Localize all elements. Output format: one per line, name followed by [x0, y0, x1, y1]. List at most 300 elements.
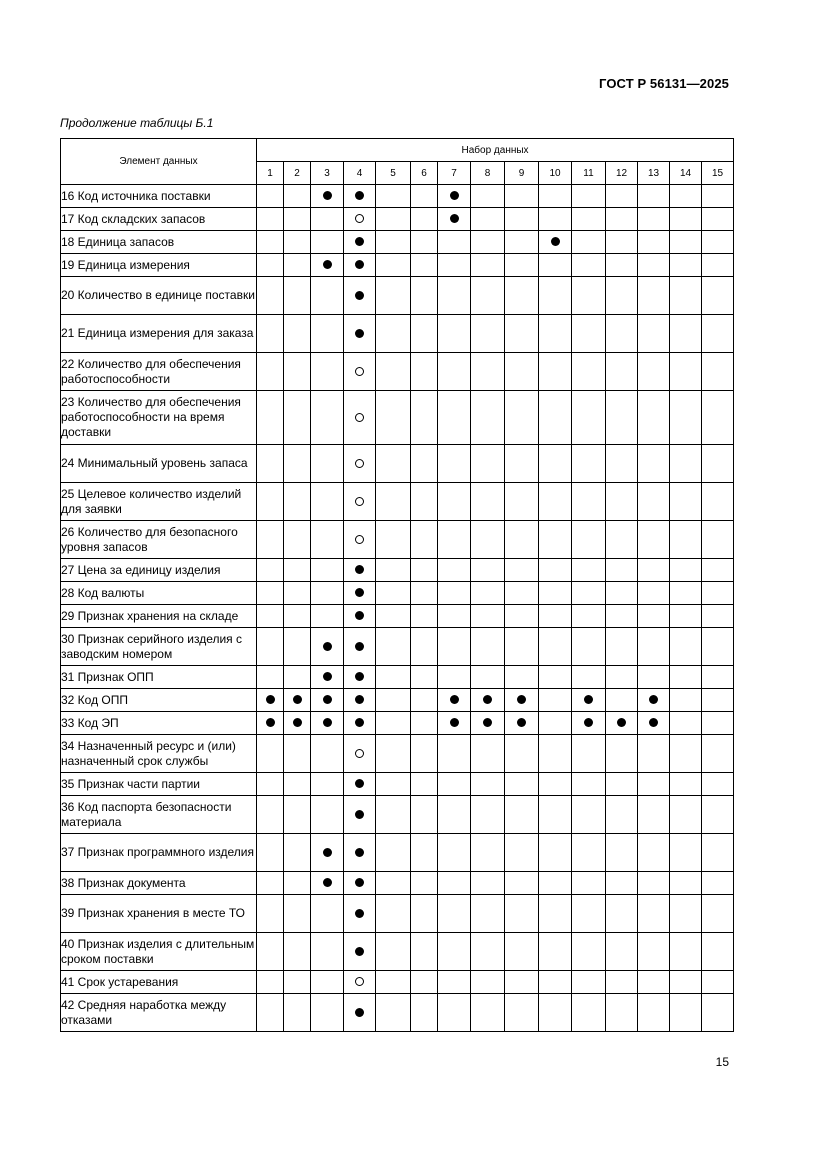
mark-cell: [311, 773, 344, 796]
mark-cell: [284, 483, 311, 521]
mark-cell: [471, 582, 505, 605]
element-label: 30 Признак серийного изделия с заводским номером: [61, 628, 257, 666]
mark-cell: [411, 582, 438, 605]
mark-cell: [376, 872, 411, 895]
element-label: 33 Код ЭП: [61, 712, 257, 735]
mark-cell: [411, 185, 438, 208]
mark-cell: [438, 445, 471, 483]
mark-cell: [257, 254, 284, 277]
filled-circle-icon: [483, 718, 492, 727]
mark-cell: [572, 277, 606, 315]
mark-cell: [284, 582, 311, 605]
mark-cell: [344, 971, 376, 994]
mark-cell: [284, 559, 311, 582]
table-row: [61, 185, 734, 208]
table-row: [61, 582, 734, 605]
mark-cell: [702, 933, 734, 971]
mark-cell: [257, 666, 284, 689]
mark-cell: [257, 773, 284, 796]
mark-cell: [702, 483, 734, 521]
element-label: 41 Срок устаревания: [61, 971, 257, 994]
mark-cell: [344, 231, 376, 254]
mark-cell: [284, 933, 311, 971]
mark-cell: [638, 254, 670, 277]
filled-circle-icon: [355, 779, 364, 788]
mark-cell: [376, 208, 411, 231]
mark-cell: [638, 994, 670, 1032]
mark-cell: [284, 254, 311, 277]
mark-cell: [411, 712, 438, 735]
mark-cell: [572, 933, 606, 971]
mark-cell: [670, 208, 702, 231]
mark-cell: [505, 521, 539, 559]
mark-cell: [670, 605, 702, 628]
mark-cell: [257, 353, 284, 391]
mark-cell: [344, 277, 376, 315]
mark-cell: [505, 773, 539, 796]
mark-cell: [284, 689, 311, 712]
mark-cell: [471, 872, 505, 895]
filled-circle-icon: [355, 611, 364, 620]
mark-cell: [376, 582, 411, 605]
table-row: [61, 445, 734, 483]
mark-cell: [438, 315, 471, 353]
mark-cell: [572, 483, 606, 521]
mark-cell: [257, 872, 284, 895]
mark-cell: [471, 208, 505, 231]
mark-cell: [311, 735, 344, 773]
data-set-number: 6: [411, 162, 438, 185]
data-set-number: 11: [572, 162, 606, 185]
mark-cell: [311, 834, 344, 872]
mark-cell: [257, 208, 284, 231]
mark-cell: [344, 689, 376, 712]
mark-cell: [284, 277, 311, 315]
table-row: [61, 277, 734, 315]
filled-circle-icon: [450, 718, 459, 727]
mark-cell: [539, 208, 572, 231]
mark-cell: [606, 895, 638, 933]
mark-cell: [572, 315, 606, 353]
table-caption: Продолжение таблицы Б.1: [60, 116, 214, 130]
mark-cell: [344, 712, 376, 735]
mark-cell: [606, 559, 638, 582]
mark-cell: [376, 277, 411, 315]
mark-cell: [670, 689, 702, 712]
mark-cell: [606, 773, 638, 796]
element-label: 27 Цена за единицу изделия: [61, 559, 257, 582]
element-label: 19 Единица измерения: [61, 254, 257, 277]
mark-cell: [539, 391, 572, 445]
mark-cell: [572, 231, 606, 254]
mark-cell: [638, 628, 670, 666]
mark-cell: [311, 712, 344, 735]
mark-cell: [539, 689, 572, 712]
mark-cell: [702, 994, 734, 1032]
element-label: 37 Признак программного изделия: [61, 834, 257, 872]
mark-cell: [471, 521, 505, 559]
mark-cell: [311, 521, 344, 559]
element-label: 28 Код валюты: [61, 582, 257, 605]
mark-cell: [438, 689, 471, 712]
mark-cell: [505, 582, 539, 605]
mark-cell: [438, 712, 471, 735]
mark-cell: [376, 605, 411, 628]
mark-cell: [505, 834, 539, 872]
mark-cell: [572, 712, 606, 735]
mark-cell: [606, 735, 638, 773]
mark-cell: [284, 231, 311, 254]
mark-cell: [411, 483, 438, 521]
mark-cell: [670, 582, 702, 605]
mark-cell: [670, 315, 702, 353]
mark-cell: [344, 521, 376, 559]
mark-cell: [257, 582, 284, 605]
mark-cell: [606, 796, 638, 834]
document-code: ГОСТ Р 56131—2025: [599, 76, 729, 91]
mark-cell: [344, 605, 376, 628]
filled-circle-icon: [355, 260, 364, 269]
mark-cell: [376, 735, 411, 773]
mark-cell: [539, 353, 572, 391]
filled-circle-icon: [355, 191, 364, 200]
filled-circle-icon: [355, 810, 364, 819]
filled-circle-icon: [323, 878, 332, 887]
filled-circle-icon: [355, 291, 364, 300]
data-sets-header: Набор данных: [257, 139, 734, 162]
mark-cell: [438, 521, 471, 559]
mark-cell: [438, 735, 471, 773]
mark-cell: [539, 315, 572, 353]
mark-cell: [505, 689, 539, 712]
mark-cell: [539, 559, 572, 582]
mark-cell: [606, 628, 638, 666]
element-label: 40 Признак изделия с длительным сроком поставки: [61, 933, 257, 971]
mark-cell: [471, 231, 505, 254]
mark-cell: [438, 834, 471, 872]
mark-cell: [505, 605, 539, 628]
mark-cell: [606, 315, 638, 353]
mark-cell: [539, 445, 572, 483]
element-label: 42 Средняя наработка между отказами: [61, 994, 257, 1032]
empty-circle-icon: [355, 535, 364, 544]
filled-circle-icon: [266, 718, 275, 727]
mark-cell: [670, 254, 702, 277]
table-row: [61, 994, 734, 1032]
mark-cell: [539, 994, 572, 1032]
element-label: 17 Код складских запасов: [61, 208, 257, 231]
mark-cell: [376, 559, 411, 582]
mark-cell: [670, 185, 702, 208]
mark-cell: [471, 994, 505, 1032]
mark-cell: [505, 231, 539, 254]
mark-cell: [505, 628, 539, 666]
mark-cell: [606, 582, 638, 605]
mark-cell: [505, 971, 539, 994]
element-label: 35 Признак части партии: [61, 773, 257, 796]
mark-cell: [438, 559, 471, 582]
element-label: 21 Единица измерения для заказа: [61, 315, 257, 353]
filled-circle-icon: [584, 695, 593, 704]
mark-cell: [539, 277, 572, 315]
mark-cell: [539, 185, 572, 208]
mark-cell: [411, 735, 438, 773]
mark-cell: [344, 445, 376, 483]
mark-cell: [606, 254, 638, 277]
mark-cell: [505, 796, 539, 834]
mark-cell: [702, 231, 734, 254]
mark-cell: [284, 185, 311, 208]
mark-cell: [284, 521, 311, 559]
mark-cell: [505, 666, 539, 689]
mark-cell: [311, 254, 344, 277]
mark-cell: [702, 796, 734, 834]
mark-cell: [411, 208, 438, 231]
mark-cell: [376, 895, 411, 933]
mark-cell: [344, 483, 376, 521]
mark-cell: [284, 666, 311, 689]
mark-cell: [344, 628, 376, 666]
mark-cell: [344, 994, 376, 1032]
mark-cell: [257, 605, 284, 628]
mark-cell: [311, 208, 344, 231]
mark-cell: [376, 353, 411, 391]
mark-cell: [670, 391, 702, 445]
mark-cell: [471, 796, 505, 834]
mark-cell: [505, 254, 539, 277]
mark-cell: [505, 933, 539, 971]
mark-cell: [702, 712, 734, 735]
mark-cell: [572, 208, 606, 231]
mark-cell: [670, 483, 702, 521]
element-label: 22 Количество для обеспечения работоспособности: [61, 353, 257, 391]
mark-cell: [284, 353, 311, 391]
mark-cell: [376, 185, 411, 208]
mark-cell: [311, 445, 344, 483]
mark-cell: [411, 773, 438, 796]
filled-circle-icon: [355, 848, 364, 857]
filled-circle-icon: [323, 848, 332, 857]
filled-circle-icon: [355, 565, 364, 574]
mark-cell: [638, 605, 670, 628]
mark-cell: [471, 185, 505, 208]
mark-cell: [311, 666, 344, 689]
mark-cell: [344, 796, 376, 834]
mark-cell: [257, 933, 284, 971]
mark-cell: [539, 933, 572, 971]
mark-cell: [572, 994, 606, 1032]
filled-circle-icon: [450, 214, 459, 223]
mark-cell: [505, 185, 539, 208]
mark-cell: [702, 353, 734, 391]
mark-cell: [344, 933, 376, 971]
mark-cell: [311, 872, 344, 895]
mark-cell: [702, 628, 734, 666]
mark-cell: [471, 834, 505, 872]
mark-cell: [505, 872, 539, 895]
mark-cell: [411, 521, 438, 559]
filled-circle-icon: [483, 695, 492, 704]
mark-cell: [505, 277, 539, 315]
mark-cell: [572, 895, 606, 933]
mark-cell: [438, 185, 471, 208]
mark-cell: [572, 353, 606, 391]
table-row: [61, 933, 734, 971]
mark-cell: [284, 315, 311, 353]
mark-cell: [505, 445, 539, 483]
mark-cell: [670, 735, 702, 773]
mark-cell: [670, 872, 702, 895]
table-row: [61, 353, 734, 391]
filled-circle-icon: [649, 718, 658, 727]
table-row: [61, 628, 734, 666]
filled-circle-icon: [551, 237, 560, 246]
mark-cell: [376, 994, 411, 1032]
element-label: 32 Код ОПП: [61, 689, 257, 712]
mark-cell: [376, 796, 411, 834]
filled-circle-icon: [323, 260, 332, 269]
mark-cell: [638, 712, 670, 735]
mark-cell: [311, 971, 344, 994]
element-label: 29 Признак хранения на складе: [61, 605, 257, 628]
mark-cell: [257, 628, 284, 666]
mark-cell: [471, 689, 505, 712]
mark-cell: [572, 735, 606, 773]
mark-cell: [257, 834, 284, 872]
mark-cell: [284, 971, 311, 994]
mark-cell: [670, 712, 702, 735]
mark-cell: [606, 353, 638, 391]
mark-cell: [606, 872, 638, 895]
mark-cell: [376, 689, 411, 712]
mark-cell: [572, 834, 606, 872]
mark-cell: [702, 773, 734, 796]
mark-cell: [344, 582, 376, 605]
mark-cell: [257, 971, 284, 994]
table-row: [61, 521, 734, 559]
mark-cell: [411, 994, 438, 1032]
table-row: [61, 666, 734, 689]
mark-cell: [702, 582, 734, 605]
filled-circle-icon: [355, 695, 364, 704]
mark-cell: [702, 254, 734, 277]
mark-cell: [311, 933, 344, 971]
table-row: [61, 689, 734, 712]
mark-cell: [471, 391, 505, 445]
mark-cell: [257, 796, 284, 834]
mark-cell: [376, 666, 411, 689]
mark-cell: [471, 933, 505, 971]
element-label: 18 Единица запасов: [61, 231, 257, 254]
mark-cell: [670, 559, 702, 582]
filled-circle-icon: [323, 672, 332, 681]
filled-circle-icon: [355, 588, 364, 597]
mark-cell: [376, 391, 411, 445]
mark-cell: [606, 834, 638, 872]
filled-circle-icon: [323, 191, 332, 200]
mark-cell: [284, 735, 311, 773]
data-set-number: 5: [376, 162, 411, 185]
mark-cell: [606, 666, 638, 689]
filled-circle-icon: [617, 718, 626, 727]
mark-cell: [344, 834, 376, 872]
mark-cell: [539, 605, 572, 628]
mark-cell: [376, 231, 411, 254]
mark-cell: [471, 735, 505, 773]
element-label: 26 Количество для безопасного уровня запасов: [61, 521, 257, 559]
mark-cell: [606, 971, 638, 994]
mark-cell: [505, 712, 539, 735]
mark-cell: [670, 773, 702, 796]
mark-cell: [670, 971, 702, 994]
filled-circle-icon: [355, 642, 364, 651]
mark-cell: [284, 391, 311, 445]
mark-cell: [670, 796, 702, 834]
mark-cell: [471, 773, 505, 796]
mark-cell: [572, 605, 606, 628]
mark-cell: [572, 689, 606, 712]
table-row: [61, 254, 734, 277]
mark-cell: [438, 994, 471, 1032]
mark-cell: [344, 773, 376, 796]
mark-cell: [344, 895, 376, 933]
mark-cell: [376, 483, 411, 521]
mark-cell: [438, 773, 471, 796]
mark-cell: [471, 666, 505, 689]
filled-circle-icon: [450, 191, 459, 200]
mark-cell: [471, 712, 505, 735]
data-set-number: 14: [670, 162, 702, 185]
mark-cell: [344, 185, 376, 208]
filled-circle-icon: [450, 695, 459, 704]
mark-cell: [344, 353, 376, 391]
filled-circle-icon: [293, 718, 302, 727]
mark-cell: [311, 628, 344, 666]
mark-cell: [471, 483, 505, 521]
mark-cell: [438, 582, 471, 605]
mark-cell: [438, 872, 471, 895]
mark-cell: [702, 605, 734, 628]
mark-cell: [539, 628, 572, 666]
mark-cell: [284, 834, 311, 872]
mark-cell: [311, 353, 344, 391]
mark-cell: [257, 735, 284, 773]
element-label: 16 Код источника поставки: [61, 185, 257, 208]
mark-cell: [438, 353, 471, 391]
empty-circle-icon: [355, 413, 364, 422]
mark-cell: [702, 445, 734, 483]
mark-cell: [284, 712, 311, 735]
mark-cell: [702, 834, 734, 872]
mark-cell: [670, 353, 702, 391]
mark-cell: [471, 254, 505, 277]
mark-cell: [505, 735, 539, 773]
mark-cell: [572, 559, 606, 582]
filled-circle-icon: [355, 237, 364, 246]
filled-circle-icon: [323, 642, 332, 651]
mark-cell: [344, 391, 376, 445]
mark-cell: [702, 391, 734, 445]
filled-circle-icon: [649, 695, 658, 704]
mark-cell: [638, 208, 670, 231]
mark-cell: [606, 208, 638, 231]
table-row: [61, 872, 734, 895]
mark-cell: [471, 445, 505, 483]
data-set-number: 2: [284, 162, 311, 185]
empty-circle-icon: [355, 367, 364, 376]
table-row: [61, 391, 734, 445]
empty-circle-icon: [355, 749, 364, 758]
